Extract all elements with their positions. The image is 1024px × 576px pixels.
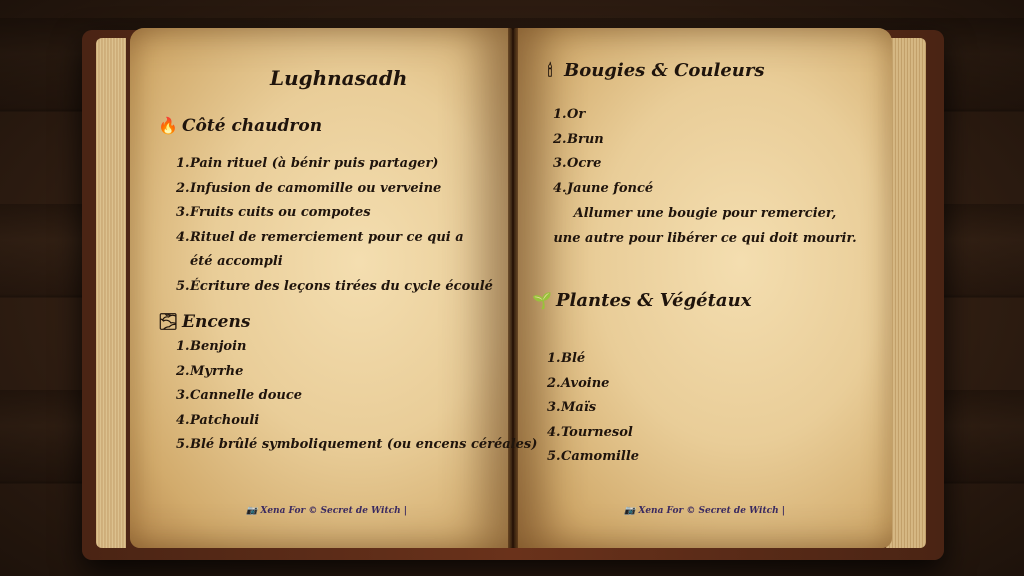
candle-icon: 🕯 <box>547 60 553 80</box>
photo-credit-left: 📷 Xena For © Secret de Witch | <box>246 506 408 516</box>
list-item: 1.Benjoin <box>176 339 247 354</box>
list-item: 1.Blé <box>547 351 586 366</box>
list-item: 5.Blé brûlé symboliquement (ou encens céréales) <box>176 437 538 452</box>
candles-heading-label: Bougies & Couleurs <box>564 60 765 81</box>
plants-list <box>547 347 639 470</box>
candles-list <box>553 103 653 201</box>
candles-heading <box>540 60 765 81</box>
smoke-icon: 🌫 <box>158 312 179 331</box>
list-item: 3.Maïs <box>547 400 597 415</box>
list-item: 1.Or <box>553 107 586 122</box>
list-item: 4.Jaune foncé <box>553 180 654 196</box>
fire-icon: 🔥 <box>158 116 178 135</box>
list-item: 4.Patchouli <box>176 412 260 428</box>
plants-heading-label: Plantes & Végétaux <box>556 290 752 311</box>
list-item: 3.Cannelle douce <box>176 388 303 403</box>
list-item: 1.Pain rituel (à bénir puis partager) <box>176 156 439 171</box>
list-item: 4.Tournesol <box>547 424 633 440</box>
list-item: 2.Myrrhe <box>176 363 244 379</box>
cauldron-heading <box>158 116 322 136</box>
list-item: 2.Brun <box>553 131 604 147</box>
cauldron-heading-label: Côté chaudron <box>182 116 323 136</box>
page-title: Lughnasadh <box>270 66 408 90</box>
list-item: 2.Infusion de camomille ou verveine <box>176 180 442 196</box>
incense-heading <box>158 312 250 332</box>
cauldron-list <box>176 152 493 299</box>
seedling-icon: 🌱 <box>532 290 552 310</box>
list-item: 3.Fruits cuits ou compotes <box>176 205 371 220</box>
candle-note-line-2: une autre pour libérer ce qui doit mourir. <box>553 231 857 246</box>
page-edges-left <box>96 38 126 548</box>
candle-note-line-1: Allumer une bougie pour remercier, <box>573 206 837 221</box>
incense-list <box>176 335 537 458</box>
photo-credit-right: 📷 Xena For © Secret de Witch | <box>624 506 786 516</box>
book-spine <box>508 28 518 548</box>
incense-heading-label: Encens <box>182 312 251 332</box>
list-item: 3.Ocre <box>553 156 602 171</box>
list-item: 5.Camomille <box>547 449 640 464</box>
page-edges-right <box>886 38 926 548</box>
list-item: 2.Avoine <box>547 375 610 391</box>
list-item: 5.Écriture des leçons tirées du cycle écoulé <box>176 278 493 294</box>
plants-heading <box>532 290 751 311</box>
list-item: 4.Rituel de remerciement pour ce qui a été accompli <box>176 229 464 269</box>
